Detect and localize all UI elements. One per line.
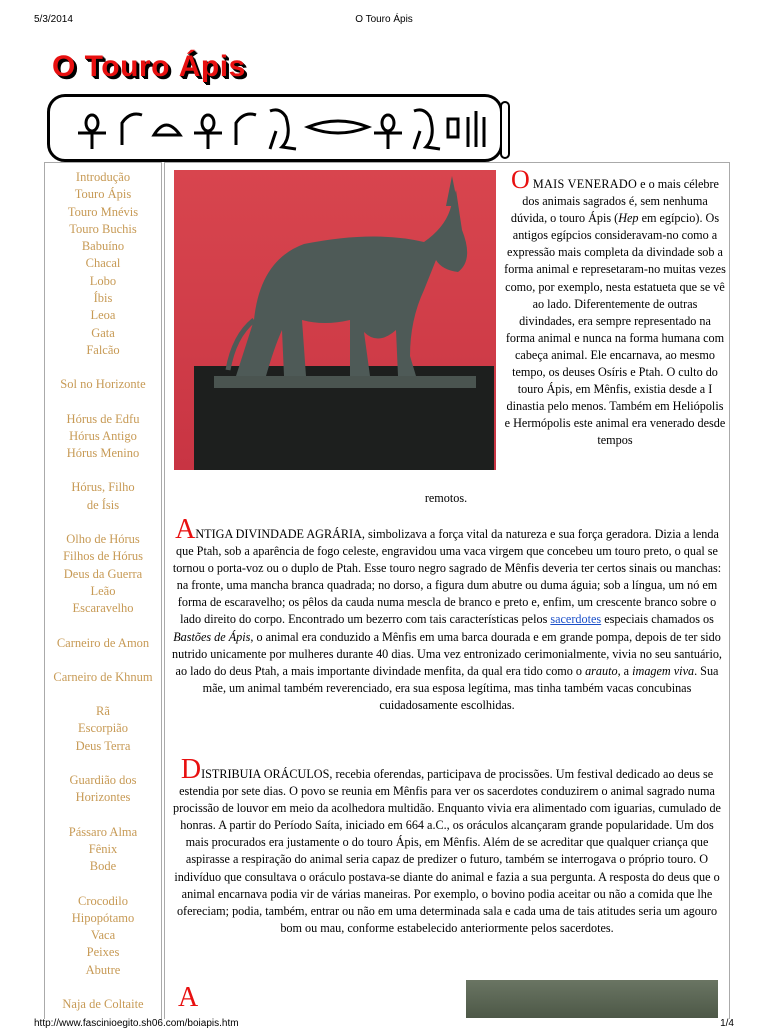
sidebar-link[interactable]: Carneiro de Khnum (53, 669, 153, 684)
para2-text4: , a (617, 663, 630, 678)
sidebar-link[interactable]: Deus Terra (75, 738, 131, 753)
nav-group (45, 411, 161, 463)
para3-lead: ISTRIBUIA ORÁCULOS (201, 767, 330, 781)
para2-dropcap: A (175, 514, 196, 545)
sidebar-link[interactable]: Introdução (75, 170, 131, 184)
hieroglyph-cartouche (47, 94, 503, 162)
paragraph-antiga-divindade (170, 514, 724, 714)
sidebar-link[interactable]: Vaca (90, 928, 116, 943)
sidebar-link[interactable]: Touro Mnévis (67, 204, 139, 219)
intro-body2: em egípcio). Os antigos egípcios consideravam-no como a expressão mais completa da divindade sob a forma animal e represetaram-no muitas vezes como, por exemplo, nesta estatueta que se vê ao lado. Diferentemente de outras divindades, era sempre representado na forma animal e nunca na forma humana com cabeça animal. Ele encarnava, ao mesmo tempo, os deuses Osíris e Ptah. O culto do touro Ápis, em Mênfis, existia desde a I dinastia pelo menos. Também em Heliópolis e Hermópolis este animal era venerado desde tempos (504, 211, 726, 448)
sidebar-link[interactable]: Babuíno (81, 239, 125, 254)
intro-hep: Hep (618, 211, 639, 226)
print-url: http://www.fascinioegito.sh06.com/boiapis.htm (34, 1018, 239, 1029)
para2-arauto: arauto (585, 663, 618, 678)
sidebar-link[interactable]: Rã (96, 704, 110, 719)
intro-body: e o mais célebre dos animais sagrados é, sem nenhuma dúvida, o touro Ápis ( (510, 177, 719, 226)
sidebar-link[interactable]: Pássaro Alma (68, 824, 138, 839)
print-date: 5/3/2014 (34, 14, 73, 25)
para3-dropcap: D (180, 754, 202, 785)
sidebar-link[interactable]: Guardião dos (69, 773, 137, 788)
print-footer (0, 1018, 768, 1034)
nav-group (45, 376, 161, 393)
sidebar-link[interactable]: Lobo (89, 273, 117, 288)
sidebar-link[interactable]: Touro Ápis (74, 187, 132, 202)
intro-lead: MAIS VENERADO (532, 177, 638, 191)
sidebar-link[interactable]: Escorpião (78, 721, 128, 736)
sidebar-link[interactable]: Deus da Guerra (63, 566, 143, 581)
nav-group (45, 479, 161, 514)
sidebar-link[interactable]: Hórus, Filho (71, 480, 135, 495)
nav-group (45, 531, 161, 617)
para2-lead: NTIGA DIVINDADE AGRÁRIA (195, 527, 362, 541)
sidebar-link[interactable]: Chacal (85, 256, 121, 271)
sidebar-link[interactable]: Íbis (93, 291, 113, 306)
nav-group (45, 635, 161, 652)
nav-group (45, 772, 161, 807)
sidebar-link[interactable]: Touro Buchis (69, 221, 137, 236)
para3-text: , recebia oferendas, participava de procissões. Um festival dedicado ao deus se estendia por sete dias. O povo se reunia em Mênfis para ver os sacerdotes conduzirem o animal sagrado numa procissão de louvor em meio da acolhedora multidão. Enquanto vivia era alimentado com iguarias, cumulado de honras. A partir do Período Saíta, iniciado em 664 a.C., os oráculos alcançaram grande popularidade. Um dos mais procurados era justamente o do touro Ápis, em Mênfis. Além de se acreditar que qualquer criança que aspirasse a respiração do animal seria capaz de predizer o futuro, também se interrogava o próprio touro. O indivíduo que consultava o oráculo postava-se diante do animal e fazia a sua pergunta. A resposta do deus que o animal encarnava podia vir de várias maneiras. Por exemplo, o bovino podia aceitar ou não a comida que lhe ofereciam; podia, também, entrar ou não em uma determinada sala e cada uma de tais atitudes seria um agouro bom ou mau, conforme estabelecido anteriormente pelos sacerdotes. (173, 767, 721, 935)
hieroglyphs-image (70, 101, 490, 155)
sidebar-nav (44, 162, 162, 1019)
nav-group (45, 893, 161, 979)
sidebar-link[interactable]: de Ísis (86, 497, 120, 512)
sidebar-link[interactable]: Bode (89, 859, 117, 874)
sidebar-link[interactable]: Hórus de Edfu (66, 411, 140, 426)
intro-paragraph (504, 165, 726, 450)
sidebar-link[interactable]: Abutre (85, 962, 121, 977)
para2-text2: especiais chamados os (604, 612, 714, 627)
sidebar-link[interactable]: Carneiro de Amon (56, 635, 150, 650)
sacerdotes-link[interactable]: sacerdotes (550, 612, 602, 627)
sidebar-link[interactable]: Hórus Antigo (69, 428, 137, 443)
para2-text1: , simbolizava a força vital da natureza e sua força geradora. Dizia a lenda que Ptah, sob a aparência de fogo celeste, engravidou uma vaca virgem que concebeu um touro preto, o qual se tornou o porta-voz ou o duplo de Ptah. Esse touro negro sagrado de Mênfis deveria ter certos sinais ou manchas: na fronte, uma mancha branca quadrada; no dorso, a figura dum abutre ou duma águia; sob a língua, um nó em forma de escaravelho; os pêlos da cauda numa mescla de branco e preto e, enfim, um crescente branco sobre o lado direito do corpo. Encontrado um bezerro com tais características pelos (172, 527, 722, 627)
print-header (0, 14, 768, 30)
print-title: O Touro Ápis (355, 14, 413, 25)
para2-bastoes: Bastões de Ápis (173, 629, 251, 644)
nav-group (45, 703, 161, 755)
para2-text3: , o animal era conduzido a Mênfis em uma barca dourada e em grande pompa, depois de ter sido nutrido unicamente por mulheres durante 40 dias. Uma vez entronizado cerimonialmente, vivia no seu santuário, ao lado do deus Ptah, a mais importante divindade menfita, da qual era tido como o (172, 629, 722, 678)
sidebar-link[interactable]: Filhos de Hórus (63, 549, 143, 564)
sidebar-link[interactable]: Leoa (90, 308, 116, 323)
intro-dropcap: O (511, 165, 530, 194)
sidebar-link[interactable]: Gata (91, 325, 115, 340)
sidebar-link[interactable]: Peixes (86, 945, 120, 960)
para2-text5: . Sua mãe, um animal também reverenciado, era sua esposa legítima, mas tinha também vacas concubinas cuidadosamente escolhidas. (202, 663, 719, 712)
sidebar-link[interactable]: Horizontes (75, 790, 131, 805)
intro-tail: remotos. (424, 491, 468, 505)
apis-bull-statuette-photo (174, 170, 496, 470)
nav-group (45, 996, 161, 1013)
site-title: O Touro Ápis (52, 50, 246, 83)
paragraph-distribuia-oraculos (170, 754, 724, 937)
sidebar-link[interactable]: Naja de Coltaite (62, 996, 144, 1011)
next-paragraph-dropcap: A (178, 982, 199, 1013)
cartouche-end-bar (500, 101, 510, 159)
para2-imagem: imagem viva (632, 663, 695, 678)
sidebar-link[interactable]: Sol no Horizonte (60, 377, 146, 392)
nav-group (45, 824, 161, 876)
sidebar-link[interactable]: Escaravelho (72, 601, 134, 616)
sidebar-link[interactable]: Fênix (88, 841, 118, 856)
bull-statuette-illustration (174, 170, 496, 470)
sidebar-link[interactable]: Crocodilo (78, 893, 128, 908)
sidebar-link[interactable]: Hipopótamo (71, 910, 135, 925)
print-page-number: 1/4 (720, 1018, 734, 1029)
sidebar-link[interactable]: Olho de Hórus (66, 532, 140, 547)
sidebar-link[interactable]: Leão (90, 583, 116, 598)
sidebar-link[interactable]: Falcão (86, 342, 120, 357)
nav-group (45, 669, 161, 686)
sidebar-link[interactable]: Hórus Menino (66, 446, 140, 461)
bottom-photo (466, 980, 718, 1018)
nav-group (45, 169, 161, 359)
